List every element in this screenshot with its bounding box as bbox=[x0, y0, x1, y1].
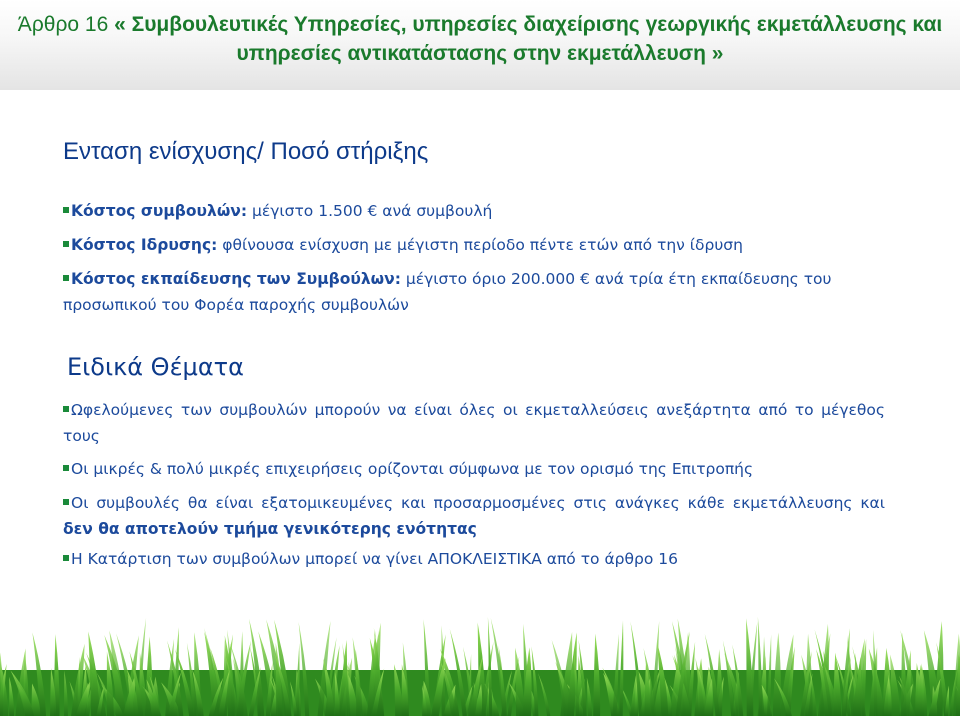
list-item bbox=[63, 266, 885, 318]
title-prefix: Άρθρο 16 bbox=[17, 13, 115, 36]
page-title bbox=[0, 10, 960, 68]
bullet-square-icon bbox=[63, 465, 69, 471]
bullet-square-icon bbox=[63, 499, 69, 505]
list-item bbox=[63, 232, 885, 258]
bullet-square-icon bbox=[63, 241, 69, 247]
item-label: Κόστος εκπαίδευσης των Συμβούλων: bbox=[71, 270, 401, 288]
item-text: Οι μικρές & πολύ μικρές επιχειρήσεις ορίζονται σύμφωνα με τον ορισμό της Επιτροπής bbox=[71, 460, 754, 478]
list-item bbox=[63, 397, 885, 449]
item-text: Η Κατάρτιση των συμβούλων μπορεί να γίνει ΑΠΟΚΛΕΙΣΤΙΚΑ από το άρθρο 16 bbox=[71, 550, 678, 568]
item-text: μέγιστο όριο 200.000 € ανά τρία έτη εκπαίδευσης του προσωπικού του Φορέα παροχής συμβουλών bbox=[63, 270, 832, 314]
list-item bbox=[63, 456, 885, 482]
bullet-square-icon bbox=[63, 406, 69, 412]
item-text: Οι συμβουλές θα είναι εξατομικευμένες και προσαρμοσμένες στις ανάγκες κάθε εκμετάλλευσης και bbox=[71, 494, 885, 512]
section-heading-support-amount: Ενταση ενίσχυσης/ Ποσό στήριξης bbox=[63, 138, 429, 165]
item-text: Ωφελούμενες των συμβουλών μπορούν να είναι όλες οι εκμεταλλεύσεις ανεξάρτητα από το μέγεθος τους bbox=[63, 401, 885, 445]
grass-decoration bbox=[0, 610, 960, 716]
section-heading-special-topics: Ειδικά Θέματα bbox=[67, 353, 244, 381]
bullet-square-icon bbox=[63, 275, 69, 281]
item-label: Κόστος Ιδρυσης: bbox=[71, 236, 218, 254]
item-text: φθίνουσα ενίσχυση με μέγιστη περίοδο πέντε ετών από την ίδρυση bbox=[217, 236, 743, 254]
list-item bbox=[63, 546, 885, 572]
bullet-square-icon bbox=[63, 207, 69, 213]
list-item bbox=[63, 490, 885, 542]
bullet-square-icon bbox=[63, 555, 69, 561]
list-item bbox=[63, 198, 885, 224]
item-text: μέγιστο 1.500 € ανά συμβουλή bbox=[247, 202, 493, 220]
title-bold-text: « Συμβουλευτικές Υπηρεσίες, υπηρεσίες διαχείρισης γεωργικής εκμετάλλευσης και υπηρεσίες αντικατάστασης στην εκμετάλλευση » bbox=[114, 13, 943, 65]
item-bold-text: δεν θα αποτελούν τμήμα γενικότερης ενότητας bbox=[63, 520, 477, 538]
item-label: Κόστος συμβουλών: bbox=[71, 202, 248, 220]
